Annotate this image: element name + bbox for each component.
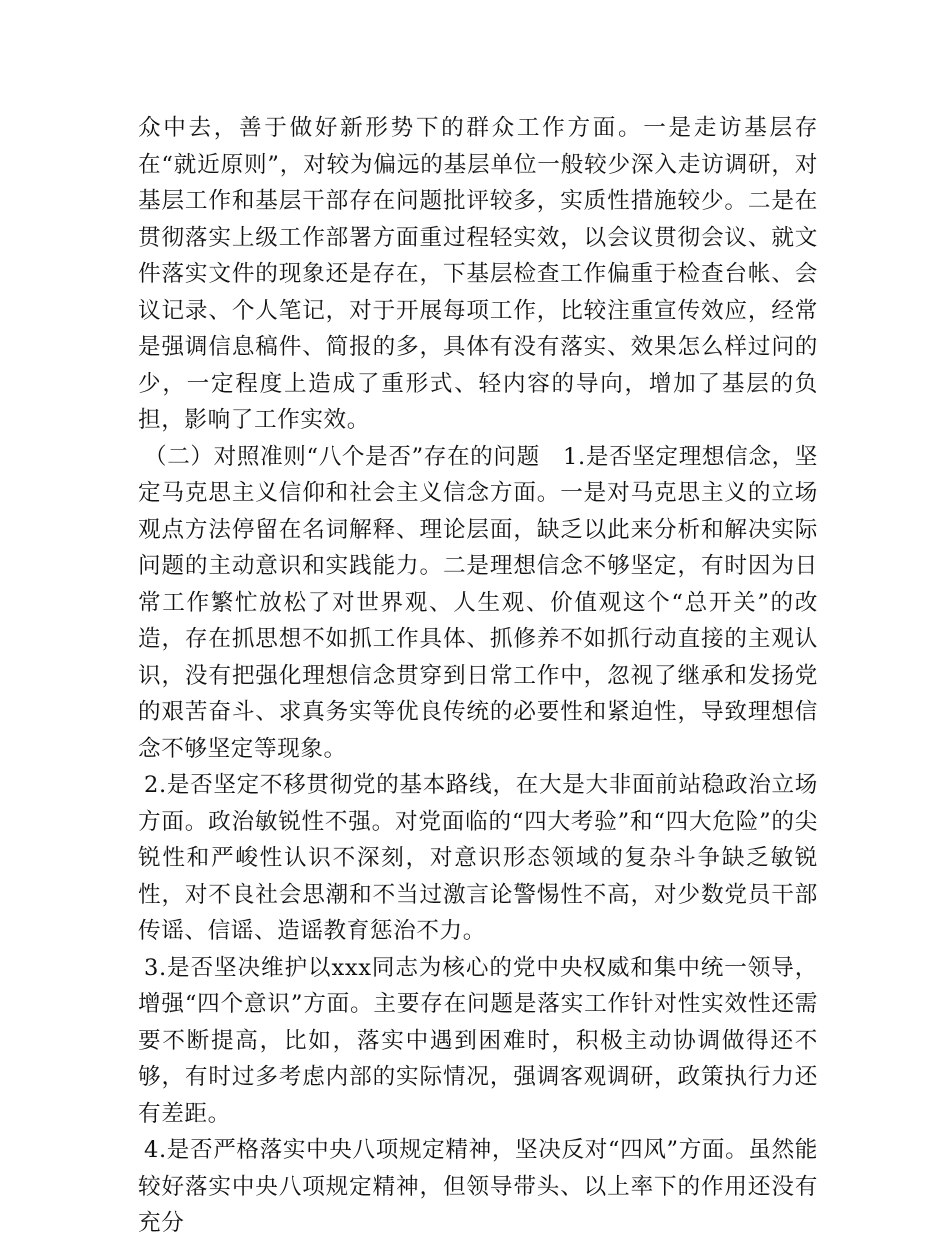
paragraph-eight-whethers: （二）对照准则“八个是否”存在的问题 1.是否坚定理想信念，坚定马克思主义信仰和社会主义信念方面。一是对马克思主义的立场观点方法停留在名词解释、理论层面，缺乏以此来分析和解决实际问题的主动意识和实践能力。二是理想信念不够坚定，有时因为日常工作繁忙放松了对世界观、人生观、价值观这个“总开关”的改造，存在抓思想不如抓工作具体、抓修养不如抓行动直接的主观认识，没有把强化理想信念贯穿到日常工作中，忽视了继承和发扬党的艰苦奋斗、求真务实等优良传统的必要性和紧迫性，导致理想信念不够坚定等现象。 bbox=[138, 443, 818, 762]
paragraph-eight-regulations: 4.是否严格落实中央八项规定精神，坚决反对“四风”方面。虽然能较好落实中央八项规定精神，但领导带头、以上率下的作用还没有充分 bbox=[138, 1137, 818, 1236]
paragraph-mass-work: 众中去，善于做好新形势下的群众工作方面。一是走访基层存在“就近原则”，对较为偏远的基层单位一般较少深入走访调研，对基层工作和基层干部存在问题批评较多，实质性措施较少。二是在贯彻落实上级工作部署方面重过程轻实效，以会议贯彻会议、就文件落实文件的现象还是存在，下基层检查工作偏重于检查台帐、会议记录、个人笔记，对于开展每项工作，比较注重宣传效应，经常是强调信息稿件、简报的多，具体有没有落实、效果怎么样过问的少，一定程度上造成了重形式、轻内容的导向，增加了基层的负担，影响了工作实效。 bbox=[138, 115, 818, 433]
document-body bbox=[138, 110, 818, 1242]
paragraph-central-authority: 3.是否坚决维护以xxx同志为核心的党中央权威和集中统一领导，增强“四个意识”方面。主要存在问题是落实工作针对性实效性还需要不断提高，比如，落实中遇到困难时，积极主动协调做得还不够，有时过多考虑内部的实际情况，强调客观调研，政策执行力还有差距。 bbox=[138, 954, 818, 1127]
paragraph-basic-line: 2.是否坚定不移贯彻党的基本路线，在大是大非面前站稳政治立场方面。政治敏锐性不强。对党面临的“四大考验”和“四大危险”的尖锐性和严峻性认识不深刻，对意识形态领域的复杂斗争缺乏敏锐性，对不良社会思潮和不当过激言论警惕性不高，对少数党员干部传谣、信谣、造谣教育惩治不力。 bbox=[138, 772, 818, 944]
